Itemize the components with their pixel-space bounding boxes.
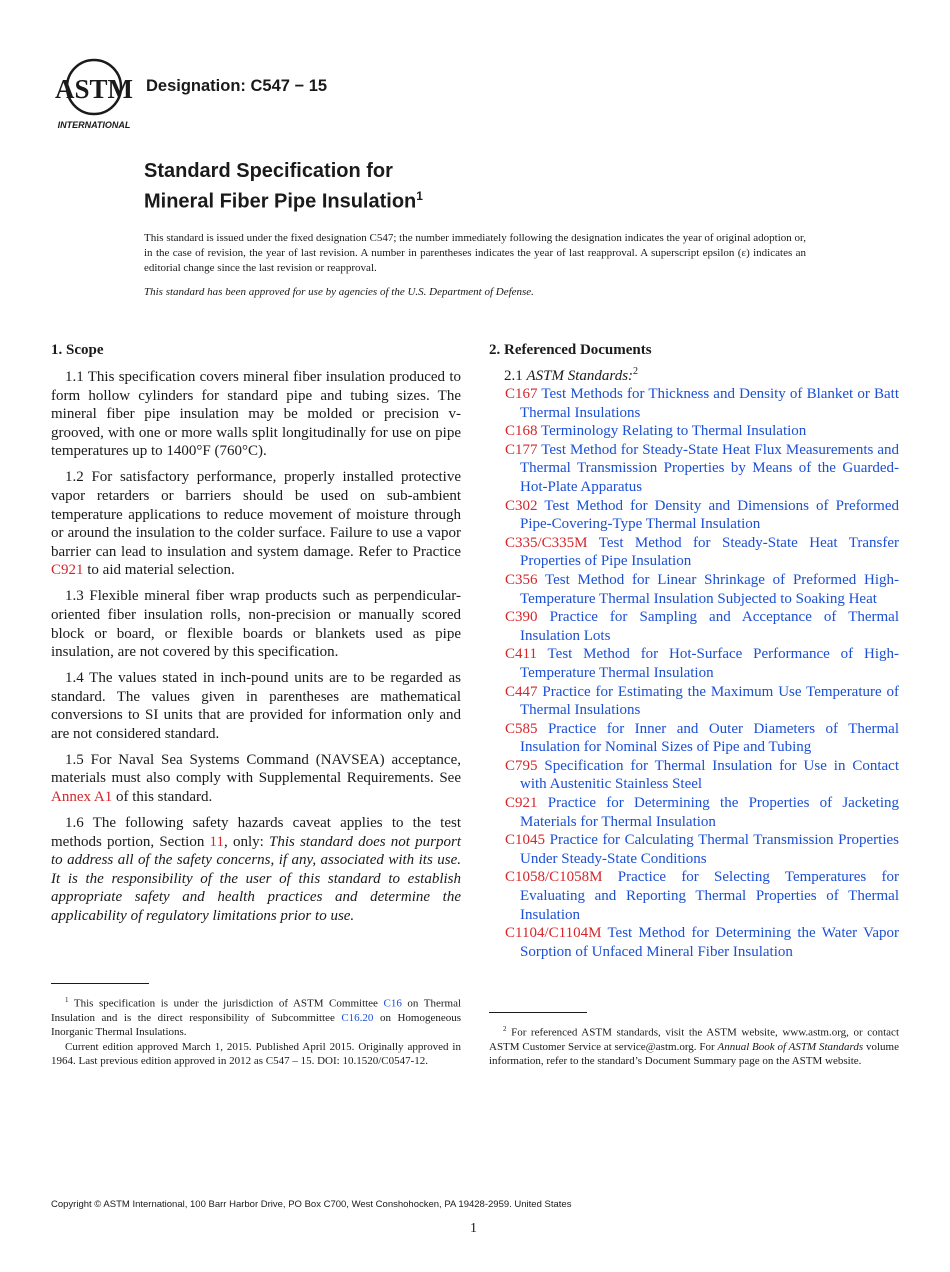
annex-a1-link[interactable]: Annex A1	[51, 789, 113, 806]
reference-item	[505, 608, 899, 645]
reference-item	[505, 831, 899, 868]
reference-code-link[interactable]: C447	[505, 683, 538, 700]
footnote-divider-left	[51, 983, 149, 984]
reference-code-link[interactable]: C177	[505, 441, 538, 458]
reference-list	[505, 385, 899, 961]
reference-item	[505, 497, 899, 534]
section-2-heading: 2. Referenced Documents	[489, 342, 652, 358]
reference-code-link[interactable]: C356	[505, 571, 538, 588]
logo-subtext: INTERNATIONAL	[57, 120, 131, 130]
reference-item	[505, 385, 899, 422]
reference-code-link[interactable]: C390	[505, 609, 538, 626]
reference-title-link[interactable]: Test Method for Determining the Water Vapor Sorption of Unfaced Mineral Fiber Insulation	[520, 925, 899, 960]
reference-code-link[interactable]: C168	[505, 423, 538, 440]
footnote-2: $^2$ For referenced ASTM standards, visit the ASTM website, www.astm.org, or contact ASTM Customer Service at service@astm.org. For Annual Book of ASTM Standards volume information, refer to the standard’s Document Summary page on the ASTM website.	[489, 1025, 899, 1068]
astm-logo-icon	[52, 57, 136, 132]
page-title	[144, 159, 423, 215]
reference-code-link[interactable]: C585	[505, 720, 538, 737]
c921-link[interactable]: C921	[51, 562, 84, 579]
scope-1-1: 1.1 This specification covers mineral fiber insulation produced to form hollow cylinders for standard pipe and tubing sizes. The mineral fiber pipe insulation may be molded or precision v-grooved, with one or more walls split longitudinally for use on pipe temperatures up to 1400°F (760°C).	[51, 369, 461, 460]
reference-code-link[interactable]: C1045	[505, 832, 546, 849]
reference-item	[505, 534, 899, 571]
reference-code-link[interactable]: C1058/C1058M	[505, 869, 603, 886]
scope-1-3: 1.3 Flexible mineral fiber wrap products such as perpendicular-oriented fiber insulation rolls, non-precision or manually scored block or board, or flexible boards or blankets used as pipe insulation, are not covered by this specification.	[51, 588, 461, 661]
scope-section	[51, 368, 461, 933]
scope-1-5: 1.5 For Naval Sea Systems Command (NAVSEA) acceptance, materials must also comply with Supplemental Requirements. See Annex A1 of this standard.	[51, 751, 461, 806]
reference-title-link[interactable]: Practice for Sampling and Acceptance of Thermal Insulation Lots	[520, 609, 900, 644]
reference-code-link[interactable]: C335/C335M	[505, 534, 588, 551]
footnote-divider-right	[489, 1012, 587, 1013]
reference-title-link[interactable]: Specification for Thermal Insulation for Use in Contact with Austenitic Stainless Steel	[520, 757, 899, 793]
footnote-1: $^1$ This specification is under the jurisdiction of ASTM Committee C16 on Thermal Insulation and is the direct responsibility of Subcommittee C16.20 on Homogeneous Inorganic Thermal Insulations. Current edition approved March 1, 2015. Published April 2015. Originally approved in 1964. Last previous edition approved in 2012 as C547 – 15. DOI: 10.1520/C0547-12.	[51, 996, 462, 1067]
c16-link[interactable]: C16	[383, 997, 402, 1010]
reference-code-link[interactable]: C302	[505, 497, 538, 514]
reference-item	[505, 794, 899, 831]
footnote-1-edition: Current edition approved March 1, 2015. Published April 2015. Originally approved in 1964. Last previous edition approved in 2012 as C547 – 15. DOI: 10.1520/C0547-12.	[51, 1040, 461, 1067]
reference-item	[505, 422, 899, 441]
reference-code-link[interactable]: C921	[505, 795, 538, 812]
reference-title-link[interactable]: Practice for Inner and Outer Diameters of Thermal Insulation for Nominal Sizes of Pipe and Tubing	[520, 720, 899, 756]
reference-title-link[interactable]: Practice for Calculating Thermal Transmission Properties Under Steady-State Conditions	[520, 832, 899, 867]
reference-title-link[interactable]: Test Method for Hot-Surface Performance of High-Temperature Thermal Insulation	[520, 646, 899, 681]
reference-item	[505, 868, 899, 924]
scope-1-4: 1.4 The values stated in inch-pound units are to be regarded as standard. The values given in parentheses are mathematical conversions to SI units that are provided for information only and are not considered standard.	[51, 670, 461, 742]
reference-title-link[interactable]: Practice for Determining the Properties of Jacketing Materials for Thermal Insulation	[520, 795, 899, 830]
c16-20-link[interactable]: C16.20	[341, 1011, 374, 1024]
reference-code-link[interactable]: C411	[505, 646, 537, 663]
dod-approval-note: This standard has been approved for use by agencies of the U.S. Department of Defense.	[144, 286, 534, 298]
reference-item	[505, 720, 899, 757]
intro-paragraph: This standard is issued under the fixed designation C547; the number immediately following the designation indicates the year of original adoption or, in the case of revision, the year of last revision. A number in parentheses indicates the year of last reapproval. A superscript epsilon (ε) indicates an editorial change since the last revision or reapproval.	[144, 232, 806, 274]
reference-title-link[interactable]: Practice for Selecting Temperatures for Evaluating and Reporting Thermal Properties of Thermal Insulation	[520, 869, 899, 923]
reference-item	[505, 645, 899, 682]
scope-1-2: 1.2 For satisfactory performance, properly installed protective vapor retarders or barriers should be used on sub-ambient temperature applications to reduce movement of moisture through or around the insulation to the colder surface. Failure to use a vapor barrier can lead to insulation and system damage. Refer to Practice C921 to aid material selection.	[51, 469, 461, 579]
title-line-2: Mineral Fiber Pipe Insulation$^1$	[144, 189, 423, 213]
reference-item	[505, 757, 899, 794]
astm-standards-subheading: 2.1 ASTM Standards:$^2$	[504, 366, 639, 384]
reference-title-link[interactable]: Test Method for Density and Dimensions of Preformed Pipe-Covering-Type Thermal Insulation	[520, 497, 899, 533]
section-1-heading: 1. Scope	[51, 342, 104, 358]
reference-item	[505, 441, 899, 497]
footnote-mark-2: 2	[633, 366, 639, 377]
designation: Designation: C547 − 15	[146, 77, 328, 95]
reference-item	[505, 683, 899, 720]
reference-title-link[interactable]: Practice for Estimating the Maximum Use Temperature of Thermal Insulations	[520, 683, 899, 719]
section-11-link[interactable]: 11	[209, 833, 224, 850]
page-number: 1	[470, 1221, 477, 1236]
scope-1-6: 1.6 The following safety hazards caveat applies to the test methods portion, Section 11, only: This standard does not purport to address all of the safety concerns, if any, associated with its use. It is the responsibility of the user of this standard to establish appropriate safety and health practices and determine the applicability of regulatory limitations prior to use.	[51, 815, 462, 924]
reference-title-link[interactable]: Test Method for Linear Shrinkage of Preformed High-Temperature Thermal Insulation Subjected to Soaking Heat	[520, 571, 899, 607]
reference-code-link[interactable]: C1104/C1104M	[505, 925, 602, 942]
astm-logo	[52, 57, 136, 132]
reference-item	[505, 924, 899, 961]
logo-text: ASTM	[54, 74, 134, 104]
title-footnote-mark: 1	[416, 189, 423, 203]
reference-code-link[interactable]: C795	[505, 757, 538, 774]
reference-title-link[interactable]: Test Method for Steady-State Heat Transfer Properties of Pipe Insulation	[520, 534, 900, 570]
reference-item	[505, 571, 899, 608]
reference-code-link[interactable]: C167	[505, 386, 538, 402]
reference-title-link[interactable]: Terminology Relating to Thermal Insulation	[541, 423, 807, 440]
copyright-notice: Copyright © ASTM International, 100 Barr Harbor Drive, PO Box C700, West Conshohocken, PA 19428-2959. United States	[51, 1199, 572, 1210]
title-line-1: Standard Specification for	[144, 160, 393, 182]
reference-title-link[interactable]: Test Methods for Thickness and Density of Blanket or Batt Thermal Insulations	[520, 386, 900, 421]
reference-title-link[interactable]: Test Method for Steady-State Heat Flux Measurements and Thermal Transmission Properties by Means of the Guarded-Hot-Plate Apparatus	[520, 441, 900, 495]
